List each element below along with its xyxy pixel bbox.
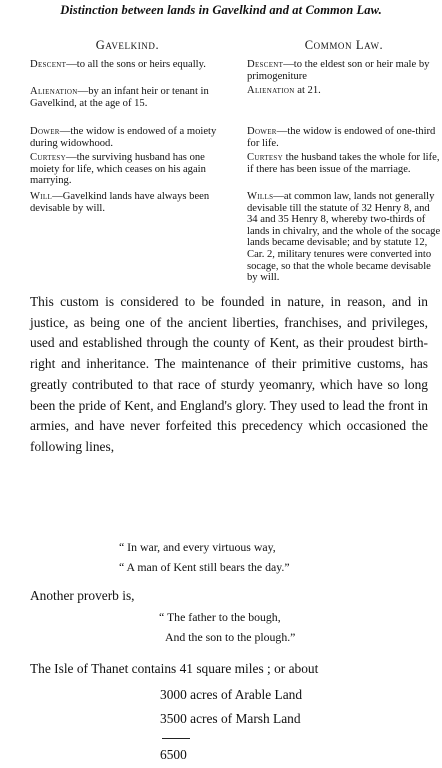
gavelkind-descent-text: —to all the sons or heirs equally. <box>66 59 206 70</box>
gavelkind-column <box>30 38 225 214</box>
common-law-wills <box>247 191 441 284</box>
common-law-alienation-term: Alienation <box>247 85 295 96</box>
acres-total: 6500 <box>160 747 187 762</box>
gavelkind-will <box>30 191 225 214</box>
acres-row-marsh <box>160 709 301 729</box>
acres-amount: 3500 <box>160 711 187 726</box>
common-law-dower-term: Dower <box>247 126 277 137</box>
common-law-descent-text: —to the eldest son or heir male by primogeniture <box>247 59 430 82</box>
page-title: Distinction between lands in Gavelkind and at Common Law. <box>60 3 382 17</box>
acres-row-arable <box>160 685 302 705</box>
sum-rule <box>162 738 190 739</box>
gavelkind-will-text: —Gavelkind lands have always been devisable by will. <box>30 191 210 214</box>
proverb-intro: Another proverb is, <box>30 588 135 603</box>
gavelkind-alienation-text: —by an infant heir or tenant in Gavelkind, at the age of 15. <box>30 86 209 109</box>
common-law-dower <box>247 126 441 149</box>
common-law-curtesy-text: the husband takes the whole for life, if there has been issue of the marriage. <box>247 152 440 175</box>
verse-one-line-1: “ In war, and every virtuous way, <box>119 540 276 554</box>
gavelkind-dower-text: —the widow is endowed of a moiety during widowhood. <box>30 126 217 149</box>
common-law-column <box>247 38 441 284</box>
common-law-alienation <box>247 85 441 97</box>
body-paragraph: This custom is considered to be founded in nature, in reason, and in justice, as being one of the ancient liberties, franchises, and privileges, used and established through the county of Kent, as their proudest birth-right and inheritance. The maintenance of their primitive customs, has greatly contributed to that race of sturdy yeomanry, which have so long been the pride of Kent, and England's glory. They used to lead the front in armies, and have never forfeited this precedency which occasioned the following lines, <box>30 294 428 454</box>
common-law-heading: Common Law. <box>304 38 384 52</box>
acres-desc: acres of Marsh Land <box>190 711 301 726</box>
gavelkind-alienation-term: Alienation <box>30 86 78 97</box>
gavelkind-dower <box>30 126 225 149</box>
verse-two <box>159 608 295 647</box>
gavelkind-curtesy <box>30 152 225 187</box>
proverb-intro-block <box>30 586 428 607</box>
gavelkind-alienation <box>30 86 225 109</box>
common-law-alienation-text: at 21. <box>294 85 321 96</box>
common-law-wills-text: —at common law, lands not generally devisable till the statute of 32 Henry 8, and 34 and 35 Henry 8, whereby two-thirds of lands in chivalry, and the whole of the socage lands became devisable; and by statute 12, Car. 2, military tenures were converted into socage, so that the whole became devisable by will. <box>247 191 441 284</box>
common-law-descent <box>247 59 441 82</box>
gavelkind-heading: Gavelkind. <box>95 38 160 52</box>
common-law-dower-text: —the widow is endowed of one-third for life. <box>247 126 436 149</box>
gavelkind-curtesy-text: —the surviving husband has one moiety for life, which ceases on his again marrying. <box>30 152 206 187</box>
verse-one <box>119 538 290 577</box>
gavelkind-dower-term: Dower <box>30 126 60 137</box>
verse-one-line-2: “ A man of Kent still bears the day.” <box>119 559 290 574</box>
acres-desc: acres of Arable Land <box>190 687 303 702</box>
common-law-wills-term: Wills <box>247 191 274 202</box>
common-law-curtesy-term: Curtesy <box>247 152 283 163</box>
verse-two-line-2: And the son to the plough.” <box>165 629 296 644</box>
thanet-line: The Isle of Thanet contains 41 square miles ; or about <box>30 661 319 676</box>
gavelkind-curtesy-term: Curtesy <box>30 152 66 163</box>
gavelkind-descent <box>30 59 225 71</box>
acres-amount: 3000 <box>160 687 187 702</box>
gavelkind-will-term: Will <box>30 191 53 202</box>
body-paragraph-block <box>30 292 428 458</box>
common-law-curtesy <box>247 152 441 175</box>
common-law-descent-term: Descent <box>247 59 284 70</box>
verse-two-line-1: “ The father to the bough, <box>159 610 281 624</box>
gavelkind-descent-term: Descent <box>30 59 67 70</box>
